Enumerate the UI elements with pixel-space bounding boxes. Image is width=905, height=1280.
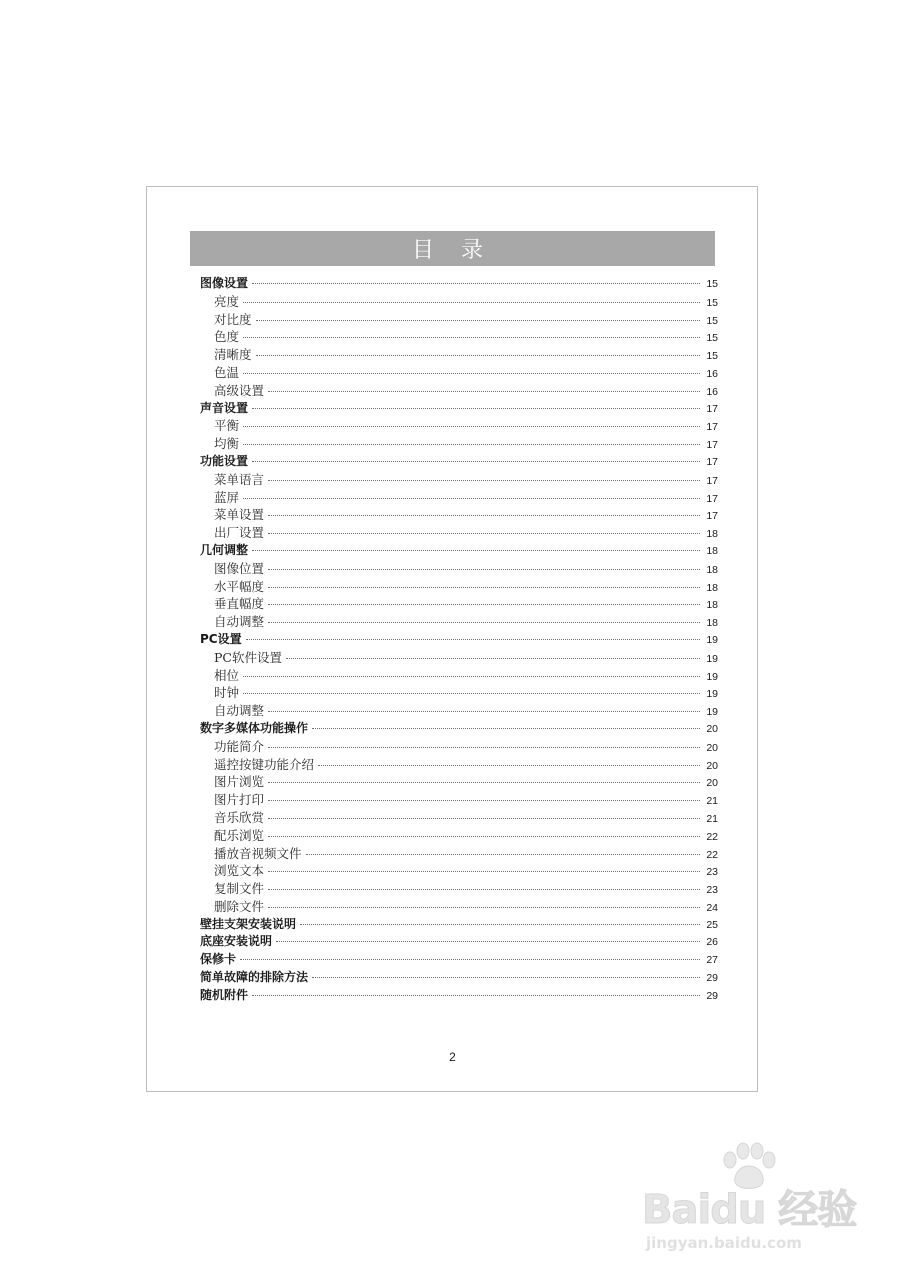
toc-page-number: 18	[706, 617, 718, 630]
toc-entry-label: 保修卡	[200, 952, 237, 967]
dot-leader	[268, 391, 700, 392]
toc-page-number: 22	[706, 830, 718, 843]
toc-chapter-row[interactable]	[200, 275, 718, 293]
dot-leader	[268, 907, 700, 908]
dot-leader	[243, 693, 700, 694]
toc-section-row[interactable]	[200, 773, 718, 791]
toc-section-row[interactable]	[200, 595, 718, 613]
toc-page-number: 17	[706, 455, 718, 468]
toc-entry-label: 垂直幅度	[214, 596, 265, 612]
dot-leader	[252, 461, 700, 462]
toc-entry-label: 数字多媒体功能操作	[200, 720, 309, 735]
toc-chapter-row[interactable]	[200, 453, 718, 471]
dot-leader	[306, 854, 700, 855]
toc-page-number: 17	[706, 439, 718, 452]
toc-entry-label: 功能设置	[200, 453, 249, 468]
toc-page-number: 18	[706, 528, 718, 541]
dot-leader	[268, 569, 700, 570]
toc-entry-label: 图像设置	[200, 276, 249, 290]
toc-page-number: 15	[706, 350, 718, 363]
dot-leader	[268, 782, 700, 783]
toc-page-number: 19	[706, 633, 718, 646]
dot-leader	[256, 355, 700, 356]
toc-section-row[interactable]	[200, 756, 718, 774]
toc-section-row[interactable]	[200, 524, 718, 542]
dot-leader	[286, 658, 700, 659]
toc-chapter-row[interactable]	[200, 969, 718, 987]
dot-leader	[268, 711, 700, 712]
toc-page-number: 16	[706, 367, 718, 380]
toc-entry-label: 图像位置	[214, 560, 265, 576]
toc-entry-label: 删除文件	[214, 898, 265, 914]
toc-section-row[interactable]	[200, 364, 718, 382]
toc-entry-label: 遥控按键功能介绍	[214, 756, 315, 772]
toc-page-number: 17	[706, 474, 718, 487]
toc-section-row[interactable]	[200, 738, 718, 756]
toc-section-row[interactable]	[200, 791, 718, 809]
toc-page-number: 25	[706, 918, 718, 931]
toc-page-number: 20	[706, 759, 718, 772]
toc-entry-label: 相位	[214, 667, 240, 683]
toc-page-number: 29	[706, 972, 718, 985]
toc-entry-label: 时钟	[214, 685, 240, 701]
toc-chapter-row[interactable]	[200, 933, 718, 951]
toc-page-number: 19	[706, 670, 718, 683]
toc-entry-label: 自动调整	[214, 703, 265, 719]
baidu-watermark	[640, 1140, 870, 1270]
watermark-url: jingyan.baidu.com	[646, 1234, 802, 1252]
dot-leader	[252, 550, 700, 551]
dot-leader	[268, 515, 700, 516]
dot-leader	[268, 587, 700, 588]
toc-page-number: 15	[706, 278, 718, 290]
toc-entry-label: 水平幅度	[214, 578, 265, 594]
dot-leader	[252, 995, 700, 996]
toc-entry-label: 配乐浏览	[214, 827, 265, 843]
toc-page-number: 20	[706, 741, 718, 754]
toc-entry-label: 壁挂支架安装说明	[200, 916, 297, 931]
toc-entry-label: 均衡	[214, 436, 240, 452]
dot-leader	[246, 639, 700, 640]
toc-chapter-row[interactable]	[200, 720, 718, 738]
toc-entry-label: 底座安装说明	[200, 934, 273, 949]
toc-entry-label: 随机附件	[200, 987, 249, 1002]
dot-leader	[268, 533, 700, 534]
toc-page-number: 16	[706, 385, 718, 398]
toc-entry-label: 菜单语言	[214, 471, 265, 487]
toc-page-number: 20	[706, 777, 718, 790]
toc-chapter-row[interactable]	[200, 631, 718, 649]
toc-chapter-row[interactable]	[200, 951, 718, 969]
dot-leader	[252, 408, 700, 409]
toc-entry-label: 菜单设置	[214, 507, 265, 523]
toc-entry-label: 自动调整	[214, 614, 265, 630]
toc-page-number: 21	[706, 812, 718, 825]
toc-section-row[interactable]	[200, 417, 718, 435]
page-number: 2	[449, 1050, 456, 1064]
dot-leader	[300, 924, 700, 925]
dot-leader	[318, 765, 700, 766]
dot-leader	[312, 977, 700, 978]
toc-section-row[interactable]	[200, 898, 718, 916]
toc-page-number: 15	[706, 332, 718, 345]
dot-leader	[268, 800, 700, 801]
watermark-brand: Baidu 经验	[642, 1187, 857, 1233]
toc-entry-label: 亮度	[214, 293, 240, 309]
toc-entry-label: 播放音视频文件	[214, 845, 302, 861]
toc-page-number: 17	[706, 421, 718, 434]
toc-entry-label: 图片浏览	[214, 774, 265, 790]
toc-page-number: 15	[706, 296, 718, 309]
dot-leader	[268, 480, 700, 481]
toc-section-row[interactable]	[200, 382, 718, 400]
toc-entry-label: 色度	[214, 329, 240, 345]
toc-section-row[interactable]	[200, 311, 718, 329]
toc-page-number: 17	[706, 402, 718, 415]
toc-entry-label: 浏览文本	[214, 863, 265, 879]
toc-section-row[interactable]	[200, 880, 718, 898]
toc-entry-label: 出厂设置	[214, 525, 265, 541]
toc-entry-label: 高级设置	[214, 382, 265, 398]
title-bar	[190, 231, 715, 266]
toc-section-row[interactable]	[200, 667, 718, 685]
toc-entry-label: 蓝屏	[214, 489, 240, 505]
toc-page-number: 15	[706, 314, 718, 327]
toc-page-number: 22	[706, 848, 718, 861]
toc-page-number: 19	[706, 688, 718, 701]
toc-entry-label: 音乐欣赏	[214, 809, 265, 825]
toc-section-row[interactable]	[200, 346, 718, 364]
toc-entry-label: 简单故障的排除方法	[200, 970, 309, 985]
dot-leader	[268, 836, 700, 837]
toc-page-number: 29	[706, 989, 718, 1002]
toc-page-number: 18	[706, 563, 718, 576]
toc-entry-label: 几何调整	[200, 542, 249, 557]
toc-page-number: 19	[706, 652, 718, 665]
toc-page-number: 18	[706, 599, 718, 612]
dot-leader	[243, 337, 700, 338]
toc-page-number: 23	[706, 884, 718, 897]
toc-page-number: 18	[706, 581, 718, 594]
toc-section-row[interactable]	[200, 809, 718, 827]
toc-section-row[interactable]	[200, 471, 718, 489]
dot-leader	[243, 302, 700, 303]
dot-leader	[268, 747, 700, 748]
toc-entry-label: PC设置	[200, 631, 242, 646]
toc-chapter-row[interactable]	[200, 916, 718, 934]
toc-section-row[interactable]	[200, 328, 718, 346]
toc-page-number: 21	[706, 795, 718, 808]
dot-leader	[240, 959, 700, 960]
page-title: 目 录	[412, 238, 493, 263]
dot-leader	[268, 622, 700, 623]
toc-entry-label: 复制文件	[214, 881, 265, 897]
toc-section-row[interactable]	[200, 845, 718, 863]
toc-section-row[interactable]	[200, 435, 718, 453]
toc-page-number: 27	[706, 954, 718, 967]
toc-entry-label: PC软件设置	[214, 649, 282, 665]
dot-leader	[268, 604, 700, 605]
toc-section-row[interactable]	[200, 506, 718, 524]
toc-entry-label: 色温	[214, 364, 240, 380]
dot-leader	[243, 498, 700, 499]
toc-page-number: 18	[706, 544, 718, 557]
toc-entry-label: 功能简介	[214, 738, 265, 754]
toc-page-number: 26	[706, 936, 718, 949]
dot-leader	[268, 818, 700, 819]
toc-entry-label: 声音设置	[200, 400, 249, 415]
toc-page-number: 19	[706, 706, 718, 719]
dot-leader	[276, 941, 700, 942]
toc-chapter-row[interactable]	[200, 400, 718, 418]
dot-leader	[243, 444, 700, 445]
toc-section-row[interactable]	[200, 702, 718, 720]
toc-section-row[interactable]	[200, 862, 718, 880]
toc-page-number: 24	[706, 901, 718, 914]
toc-section-row[interactable]	[200, 827, 718, 845]
toc-entry-label: 对比度	[214, 311, 252, 327]
toc-section-row[interactable]	[200, 489, 718, 507]
dot-leader	[243, 426, 700, 427]
toc-page-number: 23	[706, 866, 718, 879]
toc-section-row[interactable]	[200, 684, 718, 702]
dot-leader	[243, 676, 700, 677]
dot-leader	[243, 373, 700, 374]
toc-section-row[interactable]	[200, 649, 718, 667]
toc-page-number: 17	[706, 510, 718, 523]
dot-leader	[252, 283, 700, 284]
toc-entry-label: 平衡	[214, 418, 240, 434]
toc-entry-label: 图片打印	[214, 792, 265, 808]
dot-leader	[256, 320, 700, 321]
dot-leader	[312, 728, 700, 729]
toc-section-row[interactable]	[200, 293, 718, 311]
toc-entry-label: 清晰度	[214, 347, 252, 363]
toc-section-row[interactable]	[200, 560, 718, 578]
dot-leader	[268, 871, 700, 872]
toc-section-row[interactable]	[200, 578, 718, 596]
toc-page-number: 17	[706, 492, 718, 505]
dot-leader	[268, 889, 700, 890]
table-of-contents	[200, 275, 718, 1005]
toc-chapter-row[interactable]	[200, 987, 718, 1005]
toc-section-row[interactable]	[200, 613, 718, 631]
toc-chapter-row[interactable]	[200, 542, 718, 560]
toc-page-number: 20	[706, 722, 718, 735]
